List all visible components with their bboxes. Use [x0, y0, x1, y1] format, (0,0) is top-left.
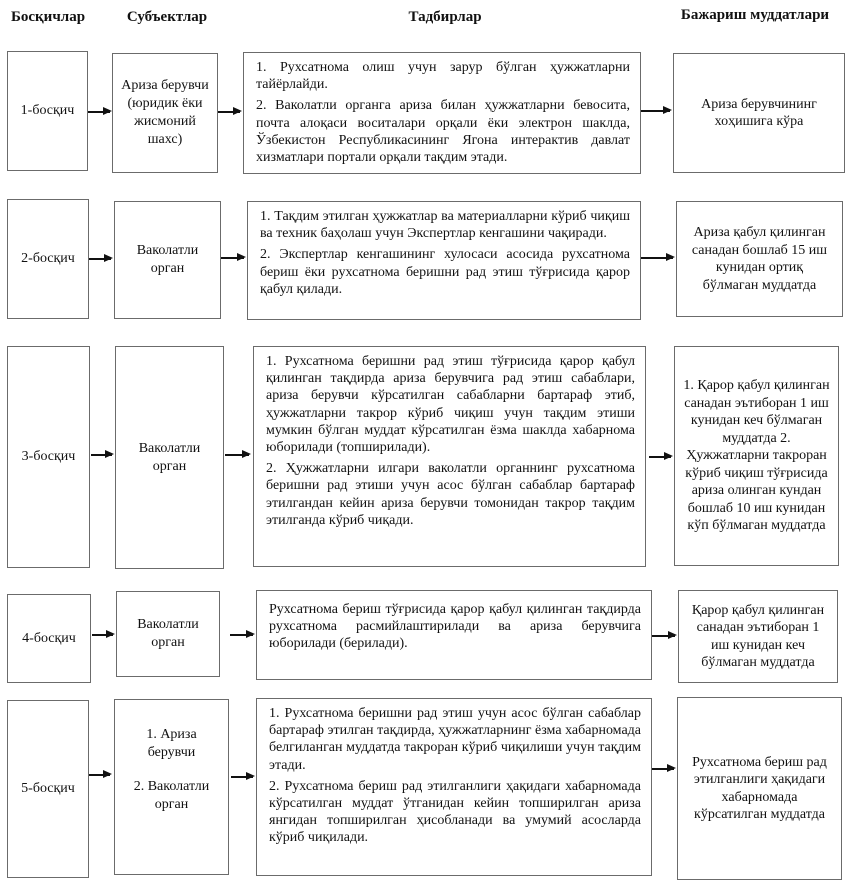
activity-item: 1. Рухсатнома беришни рад этиш учун асос бўлган сабаблар бартараф этилган тақдирда, ҳужжатларнинг ёзма хабарномада белгиланган муддатда такроран кўриб чиқилиши учун тақдим этади.	[269, 706, 641, 773]
activity-item: 1. Рухсатнома олиш учун зарур бўлган ҳужжатларни тайёрлайди.	[256, 60, 630, 93]
subject-box-3	[115, 346, 224, 569]
deadline-box-1	[673, 53, 845, 173]
deadline-label: Рухсатнома бериш рад этилганлиги ҳақидаги хабарномада кўрсатилган муддатда	[692, 754, 827, 822]
activities-box-1	[243, 52, 641, 174]
deadline-box-5	[677, 697, 842, 880]
arrow-icon	[641, 110, 670, 112]
stage-box-4	[7, 594, 91, 683]
header-stages: Босқичлар	[10, 9, 86, 25]
activity-item: 1. Тақдим этилган ҳужжатлар ва материалларни кўриб чиқиш ва техник баҳолаш учун Экспертлар кенгашини чақиради.	[260, 209, 630, 242]
arrow-icon	[652, 635, 675, 637]
activity-item: 1. Рухсатнома беришни рад этиш тўғрисида қарор қабул қилинган тақдирда ариза берувчига рад этиш сабаблари, ариза берувчи кўрсатилган сабабларни бартараф этиб, ҳужжатларни такрор кўриб чиқиш учун тақдим этиши мумкин бўлган муддат кўрсатилган ёзма шаклда хабарнома юборилади (топширилади).	[266, 354, 635, 456]
deadline-label: Қарор қабул қилинган санадан эътиборан 1 иш кунидан кеч бўлмаган муддатда	[691, 602, 825, 670]
arrow-icon	[89, 258, 111, 260]
stage-box-3	[7, 346, 90, 568]
arrow-icon	[92, 634, 113, 636]
arrow-icon	[91, 454, 112, 456]
activity-item: 2. Рухсатнома бериш рад этилганлиги ҳақидаги хабарномада кўрсатилган муддат ўтганидан кейин топширилган ариза янгидан топширилган ҳисобланади ва умумий асосларда кўриб чиқилади.	[269, 778, 641, 846]
arrow-icon	[649, 456, 671, 458]
deadline-label: 1. Қарор қабул қилинган санадан эътиборан 1 иш кунидан кеч бўлмаган муддатда 2. Ҳужжатларни такроран кўриб чиқиш тўғрисида ариза олинган кундан бошлаб 10 иш кунидан кўп бўлмаган муддатда	[683, 378, 830, 534]
arrow-icon	[230, 634, 253, 636]
subject-box-5	[114, 699, 229, 875]
activities-box-4	[256, 590, 652, 680]
deadline-label: Ариза қабул қилинган санадан бошлаб 15 иш кунидан ортиқ бўлмаган муддатда	[691, 225, 828, 293]
subject-box-2	[114, 201, 221, 319]
stage-label: 4-босқич	[22, 630, 76, 646]
stage-label: 3-босқич	[21, 449, 76, 464]
subject-box-4	[116, 591, 220, 677]
arrow-icon	[641, 257, 673, 259]
stage-label: 2-босқич	[21, 251, 75, 266]
arrow-icon	[218, 111, 240, 113]
activity-item: 2. Экспертлар кенгашининг хулосаси асосида рухсатнома бериш ёки рухсатнома беришни рад этиш тўғрисида қарор қабул қилади.	[260, 247, 630, 297]
activity-item: 2. Ваколатли органга ариза билан ҳужжатларни бевосита, почта алоқаси воситалари орқали ёки электрон шаклда, Ўзбекистон Республикасининг Ягона интерактив давлат хизматлари портали орқали тақдим этади.	[256, 98, 630, 166]
stage-box-5	[7, 700, 89, 878]
activities-box-3	[253, 346, 646, 567]
arrow-icon	[652, 768, 674, 770]
arrow-icon	[221, 257, 244, 259]
stage-box-1	[7, 51, 88, 171]
header-activities: Тадбирлар	[408, 9, 482, 25]
activity-item: 2. Ҳужжатларни илгари ваколатли органнинг рухсатнома беришни рад этиши учун асос бўлган сабаблар бартараф этилгандан кейин ариза берувчи томонидан такрор тақдим этилганда кўриб чиқади.	[266, 461, 635, 528]
header-subjects: Субъектлар	[126, 9, 208, 25]
subject-label: 2. Ваколатли орган	[133, 779, 210, 812]
deadline-box-4	[678, 590, 838, 683]
deadline-box-3	[674, 346, 839, 566]
subject-label: Ваколатли орган	[137, 617, 199, 650]
activities-box-2	[247, 201, 641, 320]
subject-label: 1. Ариза берувчи	[146, 727, 197, 760]
subject-label: Ариза берувчи (юридик ёки жисмоний шахс)	[121, 78, 209, 147]
subject-label: Ваколатли орган	[138, 440, 201, 474]
header-deadlines: Бажариш муддатлари	[680, 7, 830, 23]
activities-box-5	[256, 698, 652, 876]
stage-label: 1-босқич	[20, 103, 75, 118]
deadline-label: Ариза берувчининг хоҳишига кўра	[701, 96, 817, 129]
stage-label: 5-босқич	[21, 781, 75, 796]
subject-box-1	[112, 53, 218, 173]
arrow-icon	[225, 454, 249, 456]
arrow-icon	[231, 776, 253, 778]
deadline-box-2	[676, 201, 843, 317]
arrow-icon	[88, 111, 110, 113]
stage-box-2	[7, 199, 89, 319]
arrow-icon	[89, 774, 110, 776]
subject-label: Ваколатли орган	[136, 243, 199, 276]
activity-item: Рухсатнома бериш тўғрисида қарор қабул қилинган тақдирда рухсатнома расмийлаштирилади ва ариза берувчига юборилади (берилади).	[269, 602, 641, 652]
